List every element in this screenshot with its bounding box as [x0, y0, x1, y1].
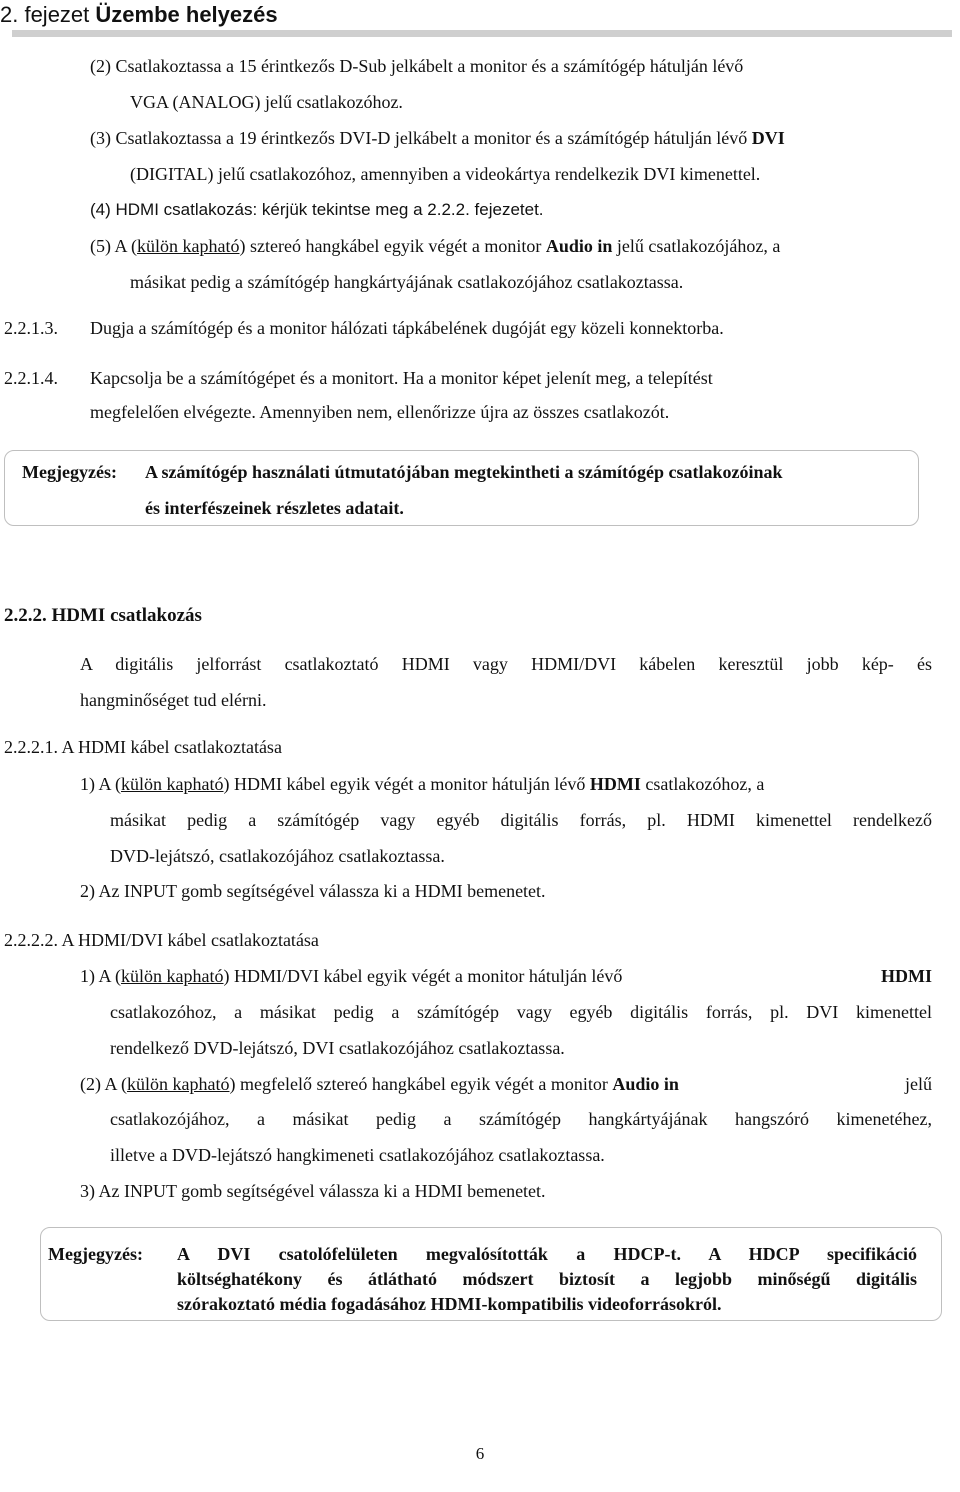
sub-2221-i1-a: 1) A ( — [80, 774, 122, 794]
sub-2222-i2-c: ) megfelelő sztereó hangkábel egyik végét a monitor — [229, 1074, 613, 1094]
sub-2221-i1-underline: külön kapható — [121, 774, 224, 794]
sub-2222-i1-a: 1) A ( — [80, 966, 122, 986]
sub-2221-i1-e: csatlakozóhoz, a — [640, 774, 765, 794]
sub-2222-item1-line1 — [80, 966, 932, 987]
note2-line2: költséghatékony és átlátható módszert biztosít a legjobb minőségű digitális — [177, 1269, 917, 1289]
step-5-line2: másikat pedig a számítógép hangkártyájának csatlakozójához csatlakoztassa. — [130, 272, 684, 292]
sub-2222-i2-audio-in: Audio in — [612, 1074, 679, 1094]
sub-2221-heading: 2.2.2.1. A HDMI kábel csatlakoztatása — [4, 737, 282, 757]
step-2-line2: VGA (ANALOG) jelű csatlakozóhoz. — [130, 92, 403, 112]
step-3-line1 — [90, 128, 785, 149]
section-222-heading: 2.2.2. HDMI csatlakozás — [4, 605, 202, 626]
step-2213-num: 2.2.1.3. — [4, 318, 58, 338]
header-rule — [12, 30, 952, 37]
sub-2222-i2-e: jelű — [905, 1074, 932, 1094]
note2-label: Megjegyzés: — [48, 1244, 143, 1264]
note2-line3: szórakoztató média fogadásához HDMI-kompatibilis videoforrásokról. — [177, 1294, 722, 1314]
page-number: 6 — [475, 1444, 485, 1463]
sub-2222-i1-c: ) HDMI/DVI kábel egyik végét a monitor hátulján lévő — [223, 966, 623, 986]
step-5-underline: külön kapható — [137, 236, 240, 256]
sub-2221-i1-hdmi: HDMI — [589, 774, 641, 794]
sub-2222-i2-lead — [80, 1074, 679, 1095]
sub-2221-i1-c: ) HDMI kábel egyik végét a monitor hátulján lévő — [223, 774, 590, 794]
sub-2221-item1-line2: másikat pedig a számítógép vagy egyéb digitális forrás, pl. HDMI kimenettel rendelkező — [110, 810, 932, 830]
step-2-line1: (2) Csatlakoztassa a 15 érintkezős D-Sub jelkábelt a monitor és a számítógép hátulján lévő — [90, 56, 744, 76]
sub-2222-item1-line3: rendelkező DVD-lejátszó, DVI csatlakozójához csatlakoztassa. — [110, 1038, 565, 1058]
sub-2221-item2: 2) Az INPUT gomb segítségével válassza ki a HDMI bemenetet. — [80, 881, 546, 901]
note1-label: Megjegyzés: — [22, 462, 117, 482]
sub-2222-item2-line2: csatlakozójához, a másikat pedig a számítógép hangkártyájának hangszóró kimenetéhez, — [110, 1109, 932, 1129]
step-3-dvi: DVI — [751, 128, 785, 148]
chapter-title: Üzembe helyezés — [95, 2, 278, 27]
sub-2221-item1-line3: DVD-lejátszó, csatlakozójához csatlakoztassa. — [110, 846, 445, 866]
sub-2222-i1-lead — [80, 966, 622, 987]
step-4-line1: (4) HDMI csatlakozás: kérjük tekintse meg a 2.2.2. fejezetet. — [90, 200, 544, 219]
step-5-e: jelű csatlakozójához, a — [612, 236, 781, 256]
sub-2222-item2-line3: illetve a DVD-lejátszó hangkimeneti csatlakozójához csatlakoztassa. — [110, 1145, 605, 1165]
step-5-c: ) sztereó hangkábel egyik végét a monitor — [239, 236, 546, 256]
sub-2222-item3: 3) Az INPUT gomb segítségével válassza ki a HDMI bemenetet. — [80, 1181, 546, 1201]
step-5-audio-in: Audio in — [545, 236, 613, 256]
sub-2222-i1-hdmi: HDMI — [881, 966, 932, 986]
sub-2222-i2-underline: külön kapható — [127, 1074, 230, 1094]
step-5-a: (5) A ( — [90, 236, 137, 256]
step-2214-line2: megfelelően elvégezte. Amennyiben nem, ellenőrizze újra az összes csatlakozót. — [90, 402, 670, 422]
step-3-text: (3) Csatlakoztassa a 19 érintkezős DVI-D jelkábelt a monitor és a számítógép hátulján lévő — [90, 128, 752, 148]
sub-2222-i2-a: (2) A ( — [80, 1074, 127, 1094]
note1-line1: A számítógép használati útmutatójában megtekintheti a számítógép csatlakozóinak — [145, 462, 783, 482]
section-222-intro-line2: hangminőséget tud elérni. — [80, 690, 267, 710]
note1-line2: és interfészeinek részletes adatait. — [145, 498, 404, 518]
sub-2222-heading: 2.2.2.2. A HDMI/DVI kábel csatlakoztatása — [4, 930, 319, 950]
chapter-header — [0, 2, 278, 28]
sub-2221-item1-line1 — [80, 774, 764, 795]
step-2213-text: Dugja a számítógép és a monitor hálózati tápkábelének dugóját egy közeli konnektorba. — [90, 318, 724, 338]
step-2214-num: 2.2.1.4. — [4, 368, 58, 388]
section-222-intro-line1: A digitális jelforrást csatlakoztató HDMI vagy HDMI/DVI kábelen keresztül jobb kép- és — [80, 654, 932, 674]
sub-2222-i1-underline: külön kapható — [121, 966, 224, 986]
note2-line1: A DVI csatolófelületen megvalósították a HDCP-t. A HDCP specifikáció — [177, 1244, 917, 1264]
chapter-number: 2. fejezet — [0, 2, 90, 27]
step-5-line1 — [90, 236, 780, 257]
sub-2222-item1-line2: csatlakozóhoz, a másikat pedig a számítógép vagy egyéb digitális forrás, pl. DVI kimenettel — [110, 1002, 932, 1022]
step-3-line2: (DIGITAL) jelű csatlakozóhoz, amennyiben a videokártya rendelkezik DVI kimenettel. — [130, 164, 761, 184]
step-2214-line1: Kapcsolja be a számítógépet és a monitort. Ha a monitor képet jelenít meg, a telepítést — [90, 368, 713, 388]
sub-2222-item2-line1 — [80, 1074, 932, 1095]
